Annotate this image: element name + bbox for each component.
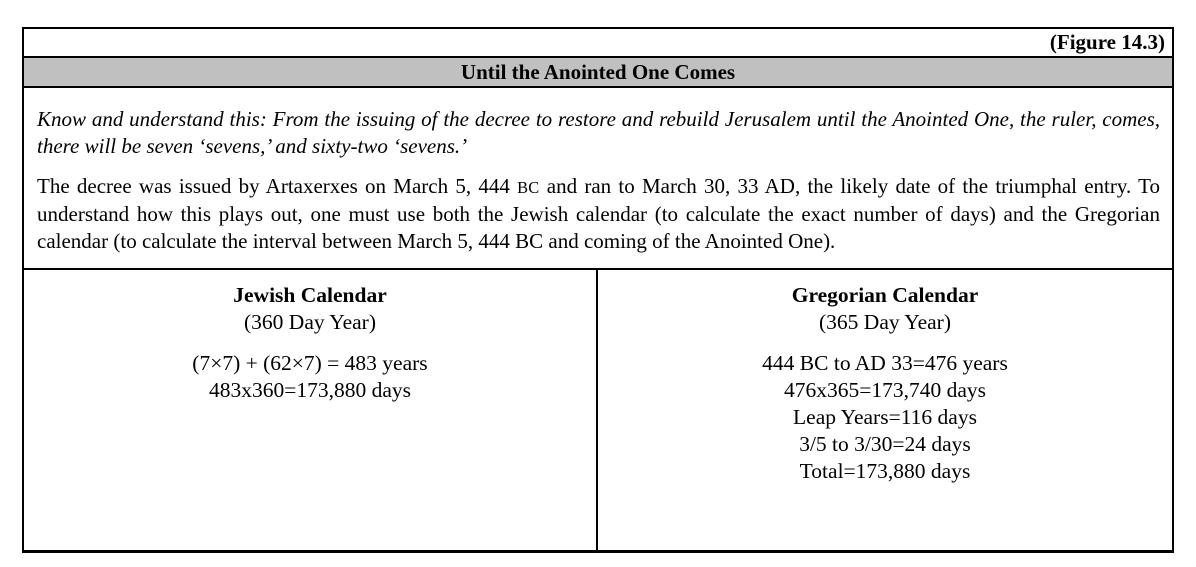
calc-line: 483x360=173,880 days xyxy=(208,378,412,402)
intro-section xyxy=(24,88,1172,270)
gregorian-column-header: Gregorian Calendar xyxy=(791,283,979,307)
calc-line: 476x365=173,740 days xyxy=(783,378,987,402)
figure-label: (Figure 14.3) xyxy=(1049,30,1165,54)
calc-line: Total=173,880 days xyxy=(799,459,971,483)
gregorian-calc-lines xyxy=(598,350,1172,485)
calc-line: 3/5 to 3/30=24 days xyxy=(799,432,971,456)
explanation-paragraph: The decree was issued by Artaxerxes on March 5, 444 BC and ran to March 30, 33 AD, the likely date of the triumphal entry. To understand how this plays out, one must use both the Jewish calendar (to calculate the exact number of days) and the Gregorian calendar (to calculate the interval between March 5, 444 BC and coming of the Anointed One). xyxy=(37,174,1160,253)
figure-label-row xyxy=(24,29,1172,58)
jewish-calc-lines xyxy=(24,350,596,404)
figure-title: Until the Anointed One Comes xyxy=(460,59,736,84)
title-bar xyxy=(24,58,1172,88)
calc-line: (7×7) + (62×7) = 483 years xyxy=(192,351,428,375)
scripture-quote: Know and understand this: From the issuing of the decree to restore and rebuild Jerusalem until the Anointed One, the ruler, comes, there will be seven ‘sevens,’ and sixty-two ‘sevens.’ xyxy=(37,107,1160,158)
jewish-column-subheader: (360 Day Year) xyxy=(244,310,376,334)
calc-line: Leap Years=116 days xyxy=(793,405,977,429)
gregorian-calendar-column xyxy=(598,270,1172,550)
gregorian-column-subheader: (365 Day Year) xyxy=(819,310,951,334)
calendar-comparison-table xyxy=(24,270,1172,550)
jewish-calendar-column xyxy=(24,270,598,550)
calc-line: 444 BC to AD 33=476 years xyxy=(762,351,1008,375)
jewish-column-header: Jewish Calendar xyxy=(233,283,387,307)
figure-frame xyxy=(22,27,1174,553)
